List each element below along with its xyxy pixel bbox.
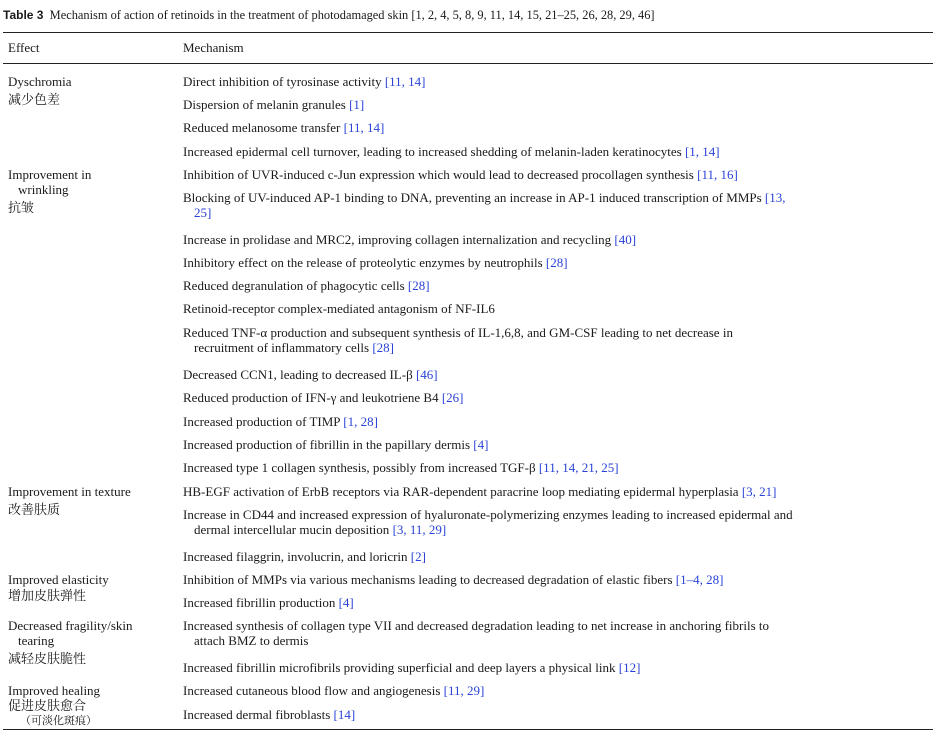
mechanism-row: [183, 618, 911, 648]
reference-link[interactable]: [4]: [473, 437, 489, 452]
effect-label: Improvement in: [8, 167, 92, 182]
reference-link[interactable]: [1, 14]: [684, 144, 720, 159]
reference-link[interactable]: [11, 14]: [384, 74, 426, 89]
table-caption: [3, 8, 933, 23]
bottom-rule: [3, 729, 933, 730]
mechanism-text: Increased production of TIMP: [183, 414, 344, 429]
mechanism-row: [183, 325, 911, 355]
mechanism-text: Increased fibrillin microfibrils providing superficial and deep layers a physical link: [183, 660, 619, 675]
mechanism-row: [183, 97, 911, 112]
effect-cell-healing: [8, 683, 178, 727]
mechanism-text: Reduced degranulation of phagocytic cells: [183, 278, 408, 293]
mechanism-text: Increased production of fibrillin in the papillary dermis: [183, 437, 474, 452]
effect-cell-wrinkling: [8, 167, 178, 217]
mechanism-row: [183, 683, 911, 698]
mechanism-row: [183, 507, 911, 537]
mechanism-row: [183, 255, 911, 270]
effect-label: Decreased fragility/skin: [8, 618, 133, 633]
mechanism-row: [183, 144, 911, 159]
reference-link[interactable]: [26]: [441, 390, 464, 405]
reference-link[interactable]: [28]: [545, 255, 568, 270]
mechanism-text: Dispersion of melanin granules: [183, 97, 350, 112]
mechanism-text: Direct inhibition of tyrosinase activity: [183, 74, 385, 89]
header-mechanism: Mechanism: [183, 40, 244, 55]
reference-link[interactable]: [3, 11, 29]: [392, 522, 447, 537]
table-caption-text: Mechanism of action of retinoids in the treatment of photodamaged skin [1, 2, 4, 5, 8, 9, 11, 14, 15, 21–25, 26, 28, 29, 46]: [49, 8, 655, 22]
top-rule: [3, 32, 933, 33]
mechanism-row: [183, 572, 911, 587]
effect-cell-dyschromia: [8, 74, 178, 109]
mechanism-text: Increase in prolidase and MRC2, improving collagen internalization and recycling: [183, 232, 615, 247]
mechanism-row: [183, 549, 911, 564]
mechanism-text: Inhibitory effect on the release of proteolytic enzymes by neutrophils: [183, 255, 546, 270]
reference-link[interactable]: [1]: [349, 97, 365, 112]
effect-label: Improved healing: [8, 683, 101, 698]
effect-cell-elasticity: [8, 572, 178, 605]
effect-label: Improvement in texture: [8, 484, 131, 499]
mechanism-text-continued: dermal intercellular mucin deposition: [194, 522, 393, 537]
reference-link[interactable]: [11, 29]: [443, 683, 485, 698]
table-label: Table 3: [3, 8, 44, 22]
mechanism-row: [183, 707, 911, 722]
effect-label: Improved elasticity: [8, 572, 109, 587]
effect-label-chinese-note: （可淡化斑痕）: [20, 714, 97, 727]
reference-link[interactable]: [11, 14, 21, 25]: [538, 460, 619, 475]
effect-label-chinese: 促进皮肤愈合: [8, 699, 87, 714]
reference-link[interactable]: [2]: [410, 549, 426, 564]
mechanism-text: Increased fibrillin production: [183, 595, 339, 610]
effect-label: Dyschromia: [8, 74, 72, 89]
reference-link[interactable]: [12]: [618, 660, 641, 675]
effect-cell-texture: [8, 484, 178, 519]
mechanism-text: HB-EGF activation of ErbB receptors via RAR-dependent paracrine loop mediating epidermal hyperplasia: [183, 484, 742, 499]
mechanism-row: [183, 390, 911, 405]
mechanism-text: Increase in CD44 and increased expression of hyaluronate-polymerizing enzymes leading to increased epidermal and: [183, 507, 793, 522]
mechanism-text-continued: recruitment of inflammatory cells: [194, 340, 373, 355]
header-effect: Effect: [8, 40, 40, 55]
reference-link[interactable]: [3, 21]: [741, 484, 777, 499]
mechanism-text: Increased cutaneous blood flow and angiogenesis: [183, 683, 444, 698]
effect-label-chinese: 增加皮肤弹性: [8, 589, 87, 604]
reference-link[interactable]: 25]: [194, 205, 212, 220]
mechanism-row: [183, 74, 911, 89]
reference-link[interactable]: [11, 16]: [697, 167, 738, 182]
mechanism-row: [183, 460, 911, 475]
mechanism-text: Reduced production of IFN-γ and leukotriene B4: [183, 390, 442, 405]
mechanism-text: Reduced TNF-α production and subsequent synthesis of IL-1,6,8, and GM-CSF leading to net decrease in: [183, 325, 733, 340]
reference-link[interactable]: [1, 28]: [343, 414, 378, 429]
effect-label-chinese: 改善肤质: [8, 503, 61, 518]
mechanism-text: Inhibition of UVR-induced c-Jun expression which would lead to decreased procollagen synthesis: [183, 167, 698, 182]
effect-label-chinese: 抗皱: [8, 201, 35, 216]
mechanism-text: Increased epidermal cell turnover, leading to increased shedding of melanin-laden keratinocytes: [183, 144, 685, 159]
mechanism-text: Retinoid-receptor complex-mediated antagonism of NF-IL6: [183, 301, 495, 316]
mechanism-row: [183, 278, 911, 293]
mechanism-text-continued: attach BMZ to dermis: [194, 633, 309, 648]
effect-label-continued: tearing: [18, 633, 55, 648]
header-rule: [3, 63, 933, 64]
mechanism-row: [183, 301, 911, 316]
effect-label-chinese: 减少色差: [8, 93, 61, 108]
reference-link[interactable]: [28]: [372, 340, 394, 355]
mechanism-text: Increased type 1 collagen synthesis, possibly from increased TGF-β: [183, 460, 539, 475]
reference-link[interactable]: [11, 14]: [343, 120, 385, 135]
mechanism-row: [183, 595, 911, 610]
reference-link[interactable]: [4]: [338, 595, 354, 610]
mechanism-row: [183, 190, 911, 220]
reference-link[interactable]: [46]: [415, 367, 438, 382]
reference-link[interactable]: [13,: [764, 190, 786, 205]
mechanism-row: [183, 120, 911, 135]
mechanism-text: Decreased CCN1, leading to decreased IL-β: [183, 367, 416, 382]
mechanism-text: Increased dermal fibroblasts: [183, 707, 334, 722]
mechanism-row: [183, 484, 911, 499]
effect-label-chinese: 减轻皮肤脆性: [8, 652, 87, 667]
reference-link[interactable]: [28]: [407, 278, 430, 293]
mechanism-row: [183, 232, 911, 247]
mechanism-row: [183, 167, 911, 182]
reference-link[interactable]: [14]: [333, 707, 356, 722]
mechanism-text: Increased synthesis of collagen type VII and decreased degradation leading to net increase in anchoring fibrils to: [183, 618, 769, 633]
reference-link[interactable]: [40]: [614, 232, 637, 247]
mechanism-row: [183, 437, 911, 452]
mechanism-row: [183, 367, 911, 382]
mechanism-text: Reduced melanosome transfer: [183, 120, 344, 135]
mechanism-text: Inhibition of MMPs via various mechanisms leading to decreased degradation of elastic fibers: [183, 572, 676, 587]
mechanism-row: [183, 414, 911, 429]
effect-label-continued: wrinkling: [18, 182, 69, 197]
mechanism-text: Blocking of UV-induced AP-1 binding to DNA, preventing an increase in AP-1 induced transcription of MMPs: [183, 190, 765, 205]
reference-link[interactable]: [1–4, 28]: [675, 572, 724, 587]
effect-cell-fragility: [8, 618, 178, 668]
mechanism-text: Increased filaggrin, involucrin, and loricrin: [183, 549, 411, 564]
mechanism-row: [183, 660, 911, 675]
